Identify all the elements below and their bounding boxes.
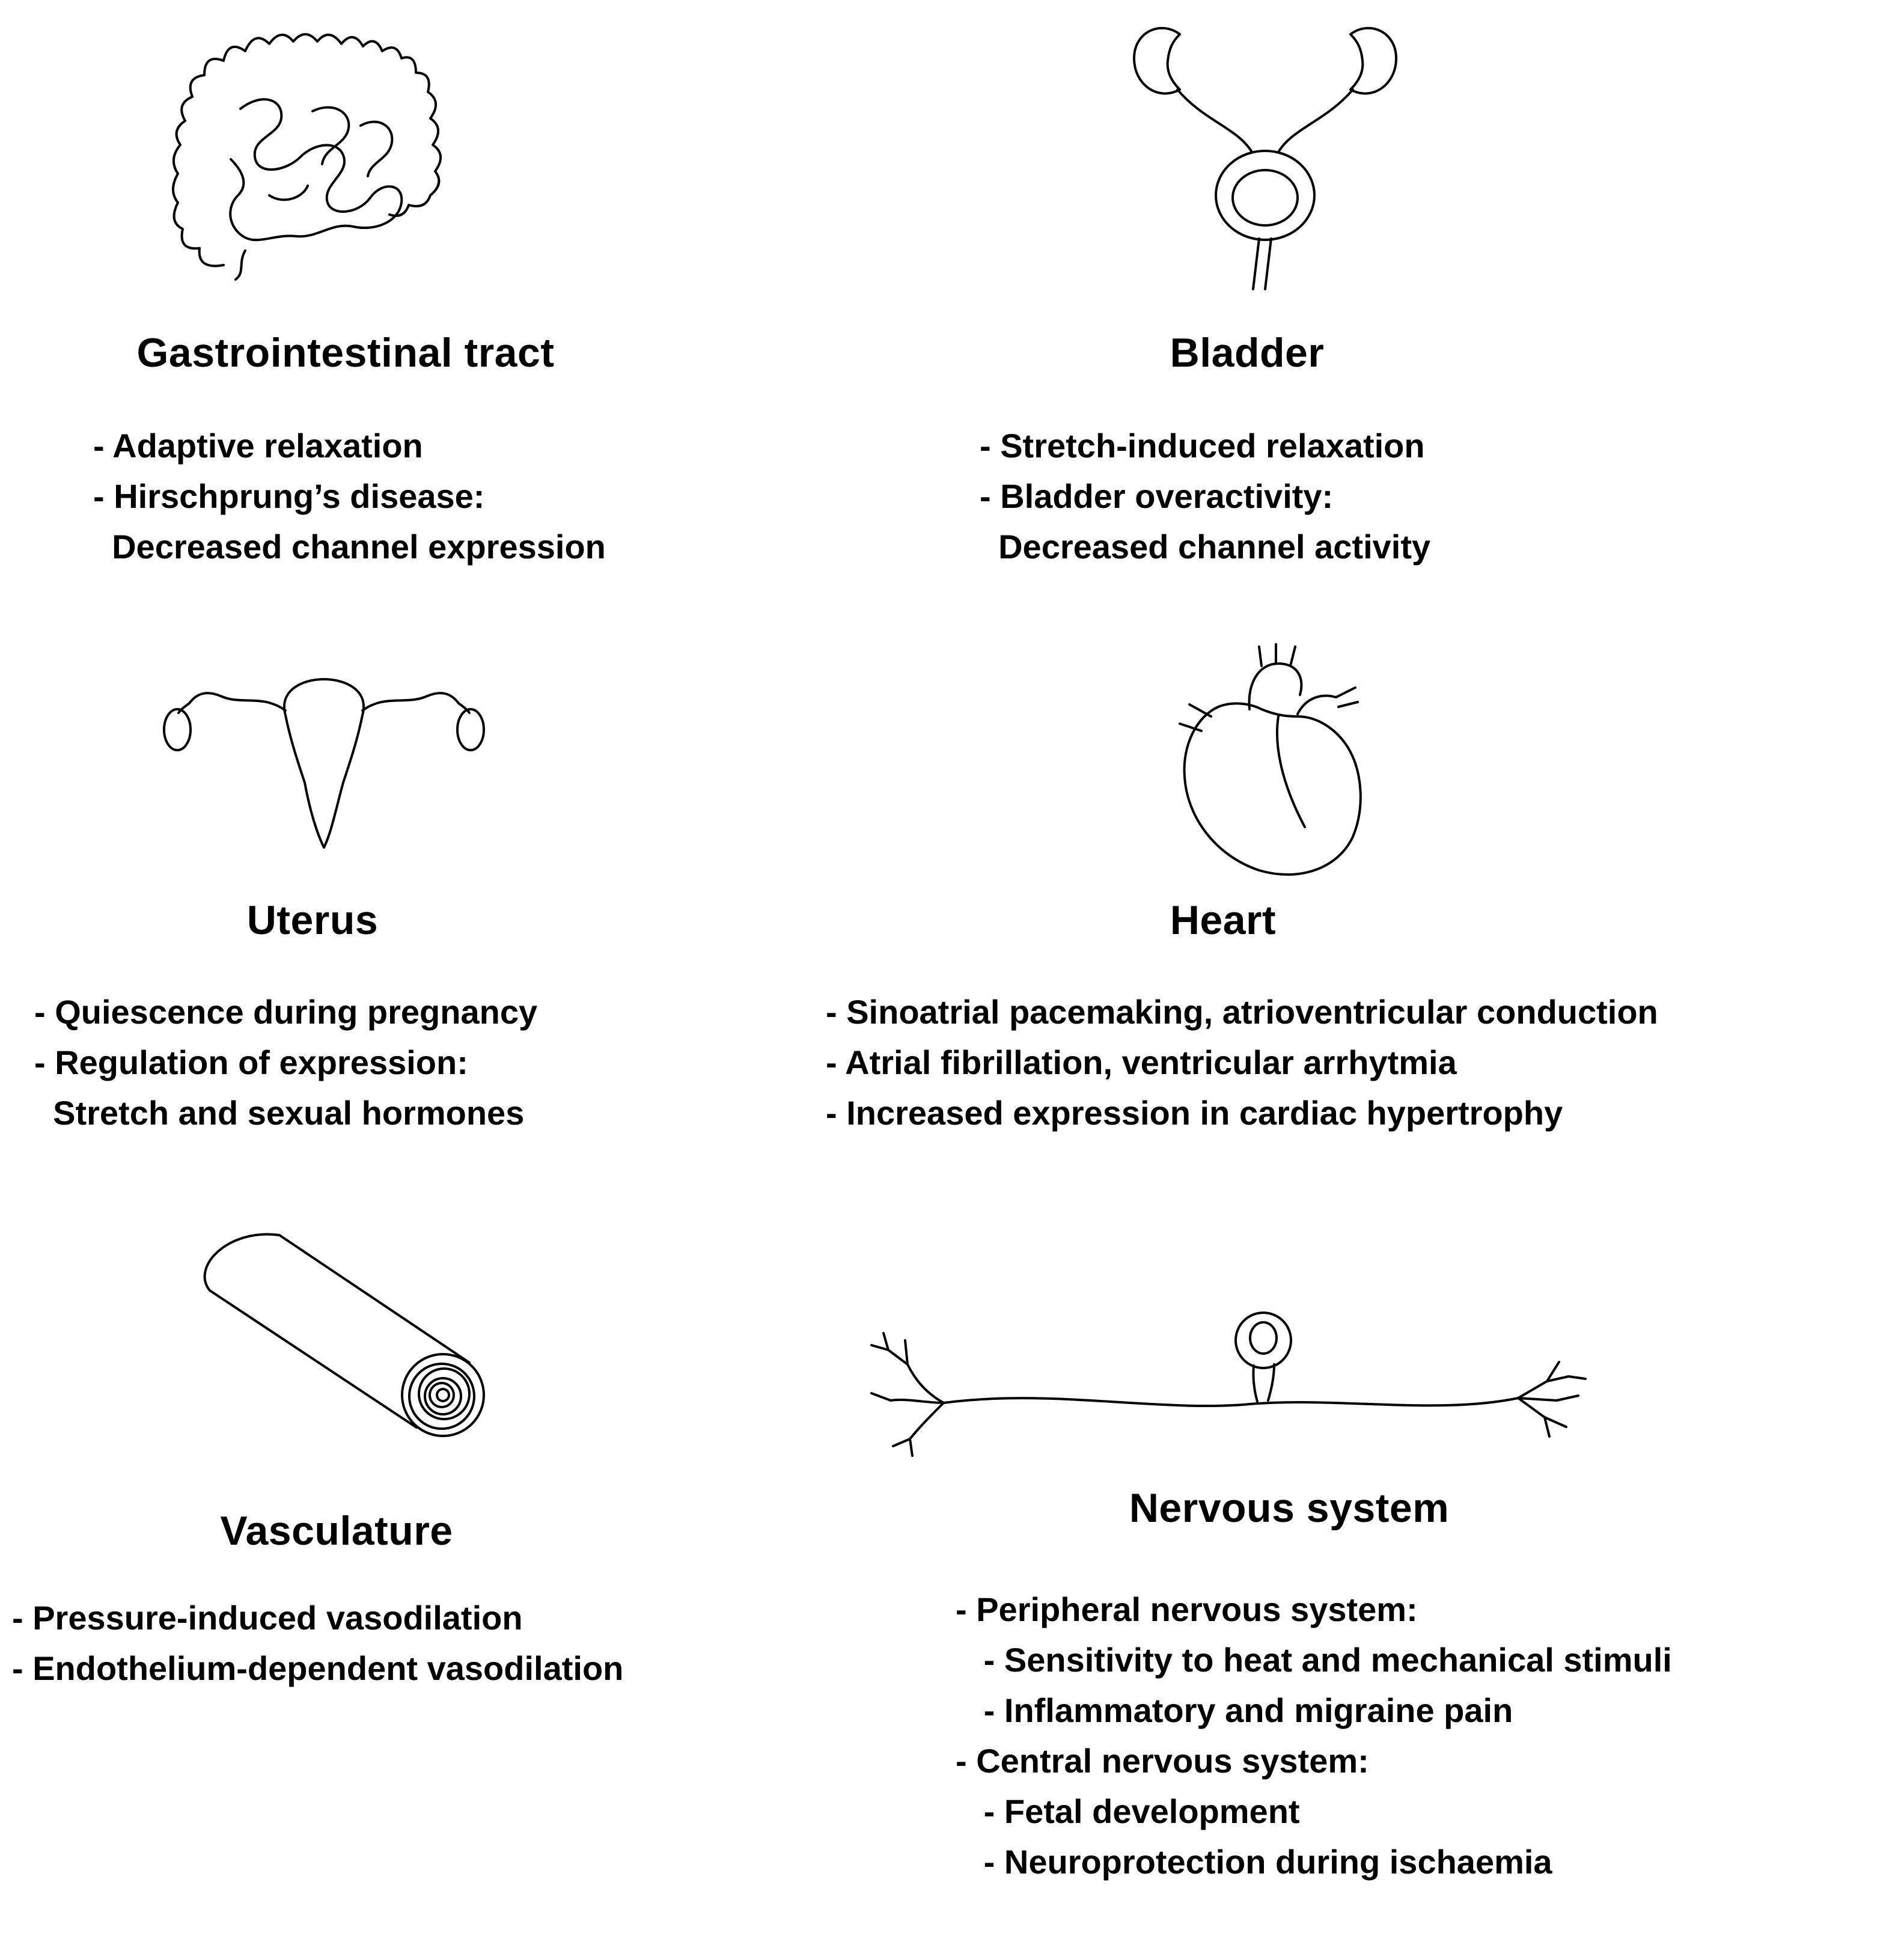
neuron-icon (859, 1280, 1599, 1461)
heart-icon (1127, 637, 1415, 896)
bullet-list-gastrointestinal (93, 421, 606, 572)
section-title-uterus: Uterus (246, 897, 379, 943)
bullet-line: - Peripheral nervous system: (956, 1590, 1418, 1628)
section-title-nervous-system: Nervous system (1129, 1485, 1450, 1531)
bullet-line: Decreased channel activity (980, 528, 1431, 566)
bullet-line: - Sinoatrial pacemaking, atrioventricular conduction (826, 993, 1658, 1031)
bullet-list-nervous-system (956, 1584, 1672, 1887)
uterus-icon (141, 655, 508, 884)
bullet-line: - Increased expression in cardiac hypertrophy (826, 1094, 1563, 1132)
bullet-line: - Regulation of expression: (34, 1043, 468, 1081)
bullet-line: Decreased channel expression (93, 528, 606, 566)
bullet-list-heart (826, 987, 1658, 1138)
section-title-heart: Heart (1170, 897, 1277, 943)
bullet-line: - Neuroprotection during ischaemia (956, 1843, 1552, 1881)
bullet-list-bladder (980, 421, 1430, 572)
bullet-line: - Central nervous system: (956, 1742, 1369, 1780)
bullet-line: - Sensitivity to heat and mechanical stimuli (956, 1641, 1672, 1679)
bullet-line: - Endothelium-dependent vasodilation (12, 1649, 624, 1687)
bullet-line: - Bladder overactivity: (980, 477, 1334, 515)
bullet-line: - Hirschprung’s disease: (93, 477, 485, 515)
bullet-line: - Fetal development (956, 1792, 1300, 1830)
bullet-line: - Atrial fibrillation, ventricular arrhytmia (826, 1043, 1457, 1081)
bullet-line: - Pressure-induced vasodilation (12, 1599, 523, 1637)
section-title-gastrointestinal: Gastrointestinal tract (136, 330, 555, 376)
bullet-line: - Adaptive relaxation (93, 427, 423, 465)
section-title-vasculature: Vasculature (220, 1508, 453, 1554)
bladder-kidneys-icon (1115, 15, 1415, 298)
bullet-list-vasculature (12, 1593, 623, 1694)
bullet-list-uterus (34, 987, 537, 1138)
bullet-line: Stretch and sexual hormones (34, 1094, 525, 1132)
bullet-line: - Quiescence during pregnancy (34, 993, 538, 1031)
blood-vessel-icon (171, 1223, 502, 1482)
bullet-line: - Stretch-induced relaxation (980, 427, 1425, 465)
intestines-icon (168, 15, 493, 292)
bullet-line: - Inflammatory and migraine pain (956, 1691, 1513, 1729)
section-title-bladder: Bladder (1170, 330, 1325, 376)
